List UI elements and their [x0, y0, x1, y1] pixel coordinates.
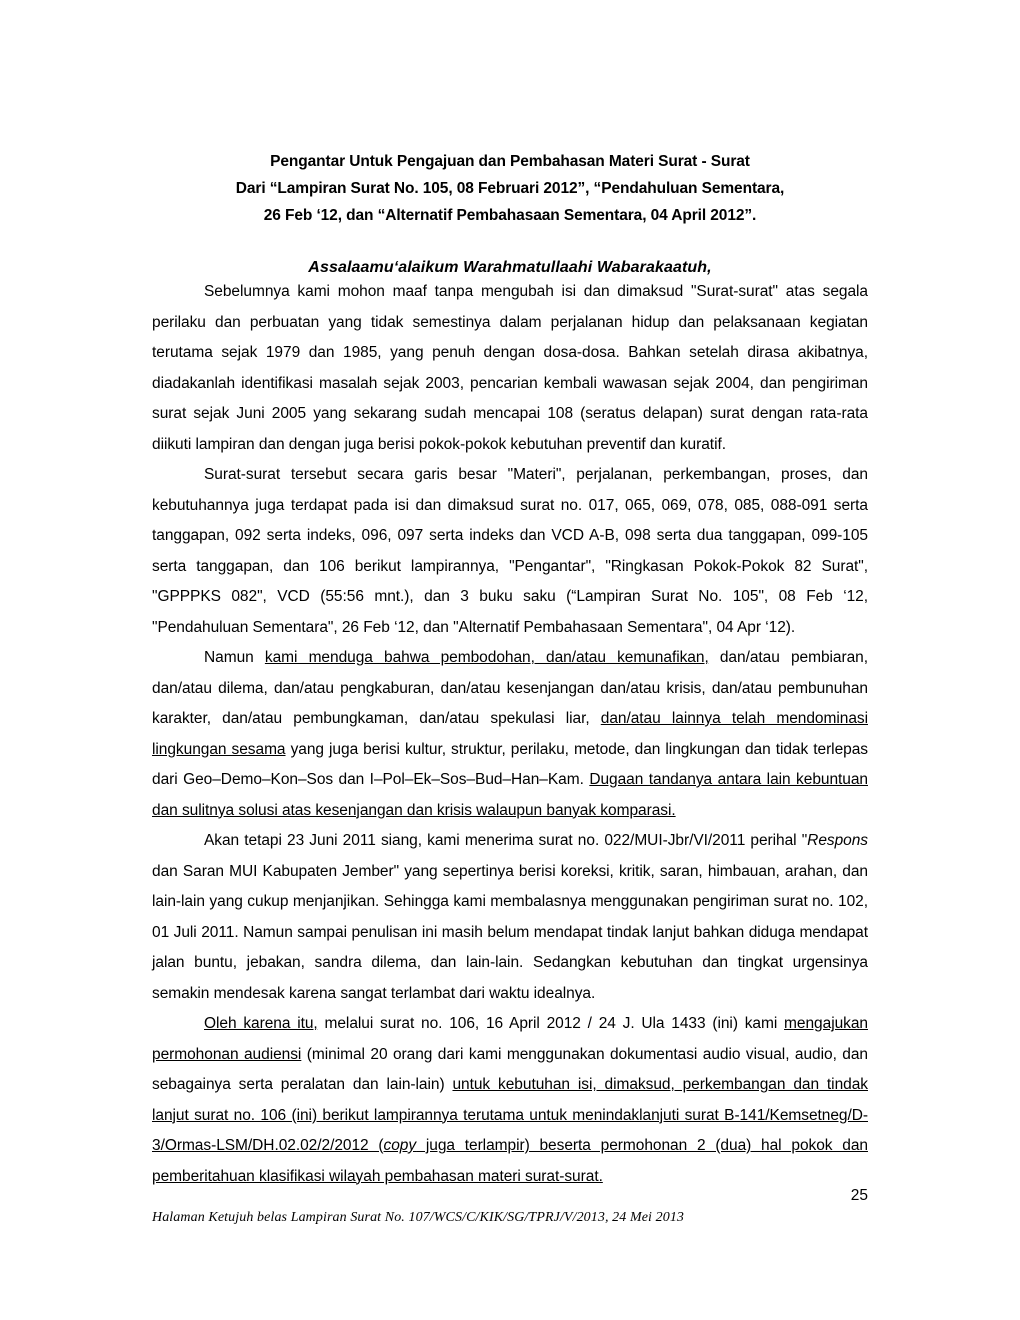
paragraph-3 [152, 643, 868, 826]
paragraph-4 [152, 826, 868, 1009]
title-line-1: Pengantar Untuk Pengajuan dan Pembahasan Materi Surat - Surat [270, 153, 750, 170]
paragraph-3-text-2: dan/atau pembiaran, dan/atau dilema, dan/atau pengkaburan, dan/atau kesenjangan dan/atau krisis, dan/atau pembunuhan karakter, dan/atau pembungkaman, dan/atau spekulasi liar, [152, 649, 869, 727]
paragraph-2: Surat-surat tersebut secara garis besar "Materi", perjalanan, perkembangan, proses, dan kebutuhannya juga terdapat pada isi dan dimaksud surat no. 017, 065, 069, 078, 085, 088-091 serta tanggapan, 092 serta indeks, 096, 097 serta indeks dan VCD A-B, 098 serta dua tanggapan, 099-105 serta tanggapan, dan 106 berikut lampirannya, "Pengantar", "Ringkasan Pokok-Pokok 82 Surat", "GPPPKS 082", VCD (55:56 mnt.), dan 3 buku saku (“Lampiran Surat No. 105", 08 Feb ‘12, "Pendahuluan Sementara", 26 Feb ‘12, dan "Alternatif Pembahasaan Sementara", 04 Apr ‘12). [152, 466, 868, 636]
paragraph-5-text-1: melalui surat no. 106, 16 April 2012 / 24 J. Ula 1433 (ini) kami [317, 1015, 785, 1032]
paragraph-3-underlined-3: Dugaan tandanya antara lain kebuntuan dan sulitnya solusi atas kesenjangan dan krisis walaupun banyak komparasi. [152, 771, 868, 819]
paragraph-3-underlined-1: kami menduga bahwa pembodohan, dan/atau kemunafikan, [264, 649, 709, 666]
paragraph-4-text-1: Akan tetapi 23 Juni 2011 siang, kami menerima surat no. 022/MUI-Jbr/VI/2011 perihal " [204, 832, 808, 849]
paragraph-5-underlined-1: Oleh karena itu, [204, 1015, 318, 1032]
document-body [152, 148, 868, 1192]
paragraph-5-underlined-italic-term: copy [383, 1137, 417, 1154]
footer-note: Halaman Ketujuh belas Lampiran Surat No. 107/WCS/C/KIK/SG/TPRJ/V/2013, 24 Mei 2013 [152, 1210, 685, 1225]
paragraph-4-text-2: dan Saran MUI Kabupaten Jember" yang sepertinya berisi koreksi, kritik, saran, himbauan, arahan, dan lain-lain yang cukup menjanjikan. Sehingga kami membalasnya menggunakan pengiriman surat no. 102, 01 Juli 2011. Namun sampai penulisan ini masih belum mendapat tindak lanjut bahkan diduga mendapat jalan buntu, jebakan, sandra dilema, dan lain-lain. Sedangkan kebutuhan dan tingkat urgensinya semakin mendesak karena sangat terlambat dari waktu idealnya. [152, 862, 868, 1002]
paragraph-5-text-2: (minimal 20 orang dari kami menggunakan dokumentasi audio visual, audio, dan sebagainya serta peralatan dan lain-lain) [152, 1045, 868, 1093]
document-title [152, 148, 868, 229]
paragraph-5-underlined-3: untuk kebutuhan isi, dimaksud, perkembangan dan tindak lanjut surat no. 106 (ini) berikut lampirannya terutama untuk menindaklanjuti surat B-141/Kemsetneg/D-3/Ormas-LSM/DH.02.02/2/2012 ( [152, 1076, 868, 1154]
paragraph-5 [152, 1009, 868, 1192]
paragraph-3-underlined-2: dan/atau lainnya telah mendominasi lingkungan sesama [152, 710, 868, 758]
paragraph-3-text-3: yang juga berisi kultur, struktur, perilaku, metode, dan lingkungan dan tidak terlepas dari Geo–Demo–Kon–Sos dan I–Pol–Ek–Sos–Bud–Han–Kam. [152, 740, 868, 788]
paragraph-4-italic-term: Respons [807, 832, 868, 849]
paragraph-1: Sebelumnya kami mohon maaf tanpa mengubah isi dan dimaksud "Surat-surat" atas segala perilaku dan perbuatan yang tidak semestinya dalam perjalanan hidup dan pelaksanaan kegiatan terutama sejak 1979 dan 1985, yang penuh dengan dosa-dosa. Bahkan setelah dirasa akibatnya, diadakanlah identifikasi masalah sejak 2003, pencarian kembali wawasan sejak 2004, dan pengiriman surat sejak Juni 2005 yang sekarang sudah mencapai 108 (seratus delapan) surat dengan rata-rata diikuti lampiran dan dengan juga berisi pokok-pokok kebutuhan preventif dan kuratif. [152, 283, 868, 453]
paragraph-5-underlined-4: juga terlampir) beserta permohonan 2 (dua) hal pokok dan pemberitahuan klasifikasi wilayah pembahasan materi surat-surat. [152, 1137, 868, 1185]
title-line-3: 26 Feb ‘12, dan “Alternatif Pembahasaan Sementara, 04 April 2012”. [263, 207, 757, 224]
page-number: 25 [850, 1187, 868, 1204]
paragraph-5-underlined-2: mengajukan permohonan audiensi [152, 1015, 868, 1063]
title-line-2: Dari “Lampiran Surat No. 105, 08 Februari 2012”, “Pendahuluan Sementara, [235, 180, 785, 197]
paragraph-3-text-1: Namun [204, 649, 265, 666]
salutation-line: Assalaamu‘alaikum Warahmatullaahi Wabarakaatuh, [308, 259, 712, 276]
page-footer [152, 1186, 868, 1226]
